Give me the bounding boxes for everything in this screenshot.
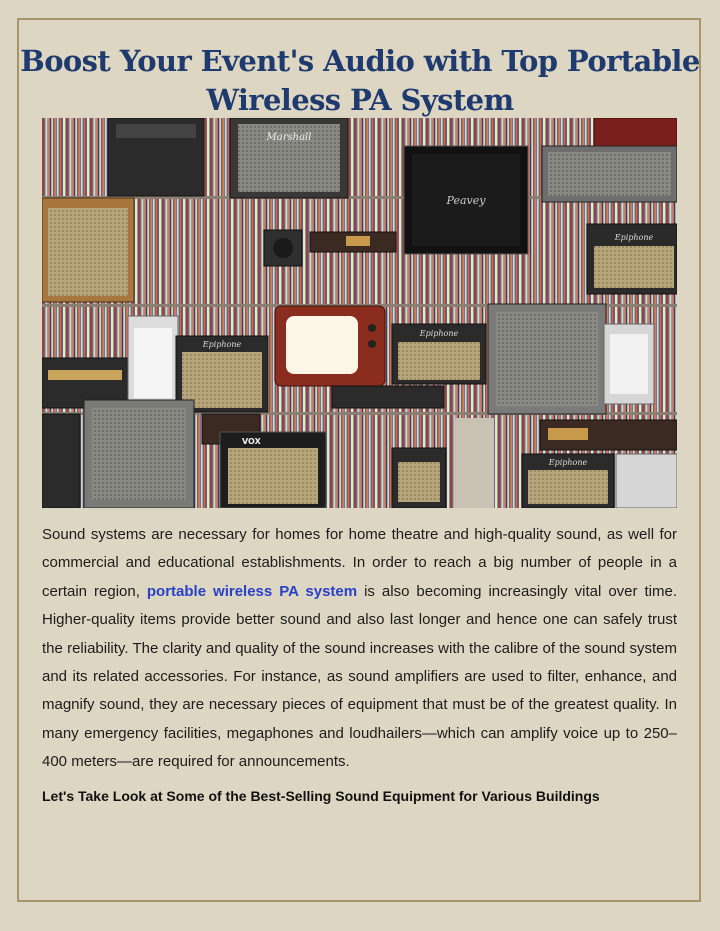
amps-and-records-illustration bbox=[42, 118, 677, 508]
page-title: Boost Your Event's Audio with Top Portable Wireless PA System bbox=[20, 44, 700, 117]
intro-paragraph bbox=[42, 521, 677, 777]
svg-text:Epiphone: Epiphone bbox=[614, 233, 654, 242]
paragraph-text-end: is also becoming increasingly vital over time. Higher-quality items provide better sound and also last longer and hence one can safely trust the reliability. The clarity and quality of the sound increases with the calibre of the sound system and its related accessories. For instance, as sound amplifiers are used to filter, enhance, and magnify sound, they are necessary pieces of equipment that must be of the greatest quality. In many emergency facilities, megaphones and loudhailers—which can amplify voice up to 250–400 meters—are required for announcements. bbox=[42, 582, 677, 771]
section-subheading: Let's Take Look at Some of the Best-Selling Sound Equipment for Various Buildings bbox=[42, 788, 600, 804]
svg-text:Peavey: Peavey bbox=[446, 194, 486, 207]
svg-text:Marshall: Marshall bbox=[266, 132, 312, 143]
hero-image bbox=[42, 118, 677, 508]
svg-text:Epiphone: Epiphone bbox=[548, 458, 588, 467]
portable-pa-system-link[interactable]: portable wireless PA system bbox=[146, 582, 358, 600]
paragraph-text-start: Sound systems are necessary for homes for home theatre and high-quality sound, as well for commercial and educational establishments. In order to reach a big number of people in a certain region, bbox=[42, 526, 677, 600]
svg-text:VOX: VOX bbox=[242, 437, 261, 446]
svg-text:Epiphone: Epiphone bbox=[202, 340, 242, 349]
svg-text:Epiphone: Epiphone bbox=[419, 329, 459, 338]
